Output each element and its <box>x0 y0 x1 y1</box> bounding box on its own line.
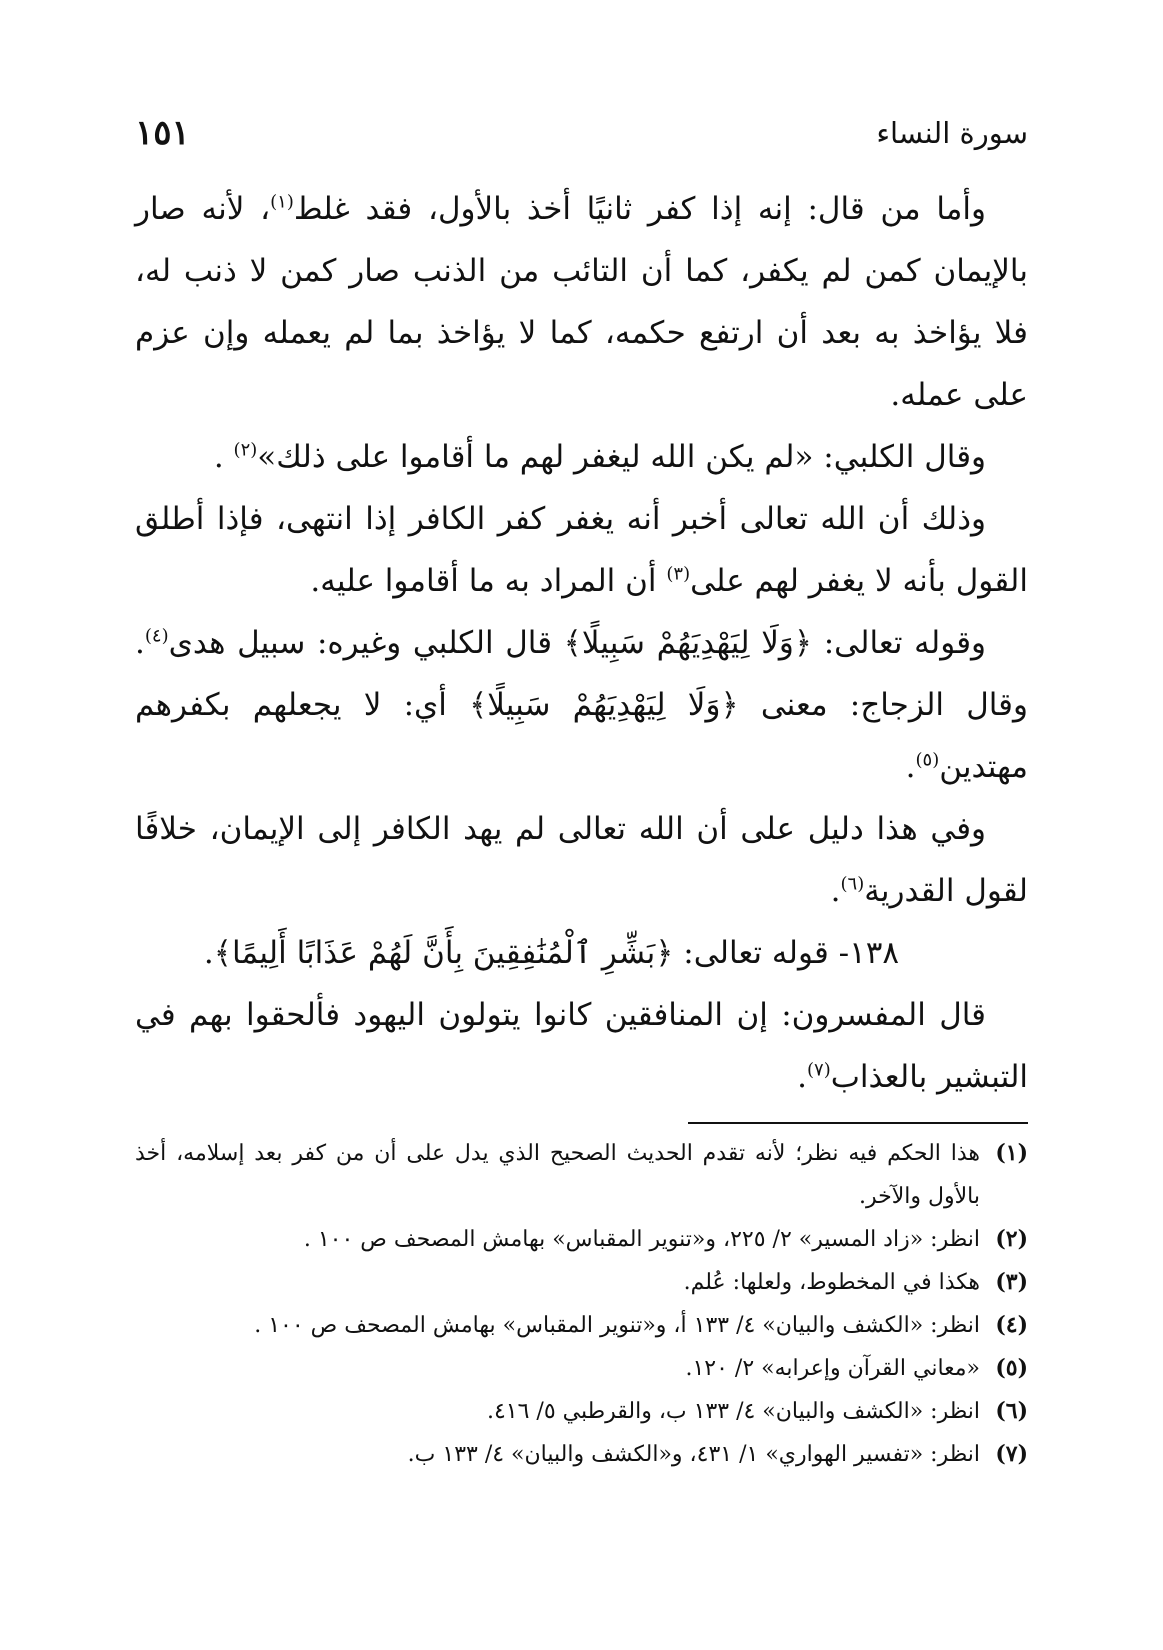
footnote <box>135 1433 1028 1476</box>
footnote-ref-6: (٦) <box>840 873 865 895</box>
text-run: ١٣٨- قوله تعالى: <box>673 935 900 971</box>
footnote-number: (٦) <box>995 1398 1028 1424</box>
footnote <box>135 1261 1028 1304</box>
footnote-number: (٢) <box>995 1226 1028 1252</box>
footnote <box>135 1132 1028 1218</box>
footnote-ref-3: (٣) <box>666 563 691 585</box>
footnote-divider <box>688 1122 1028 1124</box>
footnote-text: انظر: «زاد المسير» ٢/ ٢٢٥، و«تنوير المقباس» بهامش المصحف ص ١٠٠ . <box>303 1227 980 1252</box>
footnote-ref-2: (٢) <box>233 439 258 461</box>
main-text <box>135 178 1028 1108</box>
text-run: وذلك أن الله تعالى أخبر أنه يغفر كفر الكافر إذا انتهى، فإذا أطلق القول بأنه لا يغفر لهم على <box>135 501 1028 599</box>
text-run: . وقال الزجاج: معنى <box>135 625 1028 723</box>
text-run: أي: لا يجعلهم بكفرهم مهتدين <box>135 687 1028 785</box>
footnote <box>135 1390 1028 1433</box>
footnote-ref-7: (٧) <box>806 1059 831 1081</box>
text-run: . <box>830 873 841 909</box>
footnote <box>135 1304 1028 1347</box>
text-run: وقوله تعالى: <box>812 625 987 661</box>
text-run: قال الكلبي وغيره: سبيل هدى <box>168 625 564 661</box>
footnote-number: (٣) <box>995 1269 1028 1295</box>
paragraph-5 <box>135 798 1028 922</box>
text-run: ، لأنه صار بالإيمان كمن لم يكفر، كما أن التائب من الذنب صار كمن لا ذنب له، فلا يؤاخذ به بعد أن ارتفع حكمه، كما لا يؤاخذ بما لم يعمله وإن عزم على عمله. <box>135 191 1028 413</box>
text-run: . <box>797 1059 807 1095</box>
page-number: ١٥١ <box>135 113 190 153</box>
footnote-number: (١) <box>995 1140 1028 1166</box>
footnote-ref-4: (٤) <box>144 625 169 647</box>
footnote-text: «معاني القرآن وإعرابه» ٢/ ١٢٠. <box>685 1356 980 1381</box>
footnote <box>135 1347 1028 1390</box>
quran-quote-2: ﴿وَلَا لِيَهْدِيَهُمْ سَبِيلًا﴾ <box>469 687 739 723</box>
surah-title: سورة النساء <box>876 116 1028 150</box>
text-run: وأما من قال: إنه إذا كفر ثانيًا أخذ بالأول، فقد غلط <box>293 191 986 227</box>
footnote-text: انظر: «تفسير الهواري» ١/ ٤٣١، و«الكشف والبيان» ٤/ ١٣٣ ب. <box>407 1442 980 1467</box>
footnote-text: هكذا في المخطوط، ولعلها: عُلم. <box>683 1270 980 1295</box>
text-run: . <box>203 935 214 971</box>
paragraph-7 <box>135 984 1028 1108</box>
footnote-number: (٤) <box>995 1312 1028 1338</box>
quran-quote-1: ﴿وَلَا لِيَهْدِيَهُمْ سَبِيلًا﴾ <box>563 625 813 661</box>
paragraph-3 <box>135 488 1028 612</box>
text-run: قال المفسرون: إن المنافقين كانوا يتولون اليهود فألحقوا بهم في التبشير بالعذاب <box>135 997 1028 1095</box>
text-run: . <box>213 439 234 475</box>
footnote-number: (٧) <box>995 1441 1028 1467</box>
text-run: وقال الكلبي: «لم يكن الله ليغفر لهم ما أقاموا على ذلك» <box>257 439 986 475</box>
footnote-ref-5: (٥) <box>915 749 940 771</box>
paragraph-2 <box>135 426 1028 488</box>
footnote-text: هذا الحكم فيه نظر؛ لأنه تقدم الحديث الصحيح الذي يدل على أن من كفر بعد إسلامه، أخذ بالأول والآخر. <box>135 1141 980 1209</box>
quran-quote-3: ﴿بَشِّرِ ٱلْمُنَٰفِقِينَ بِأَنَّ لَهُمْ عَذَابًا أَلِيمًا﴾ <box>213 935 674 971</box>
footnote-ref-1: (١) <box>270 191 294 213</box>
paragraph-4 <box>135 612 1028 798</box>
footnote <box>135 1218 1028 1261</box>
text-run: . <box>905 749 916 785</box>
page-header <box>135 108 1028 158</box>
text-run: أن المراد به ما أقاموا عليه. <box>310 563 667 599</box>
footnotes <box>135 1132 1028 1476</box>
paragraph-1 <box>135 178 1028 426</box>
text-run: وفي هذا دليل على أن الله تعالى لم يهد الكافر إلى الإيمان، خلافًا لقول القدرية <box>135 811 1028 909</box>
footnote-number: (٥) <box>995 1355 1028 1381</box>
footnote-text: انظر: «الكشف والبيان» ٤/ ١٣٣ أ، و«تنوير المقباس» بهامش المصحف ص ١٠٠ . <box>254 1313 980 1338</box>
verse-heading <box>135 922 1028 984</box>
footnote-text: انظر: «الكشف والبيان» ٤/ ١٣٣ ب، والقرطبي ٥/ ٤١٦. <box>486 1399 980 1424</box>
